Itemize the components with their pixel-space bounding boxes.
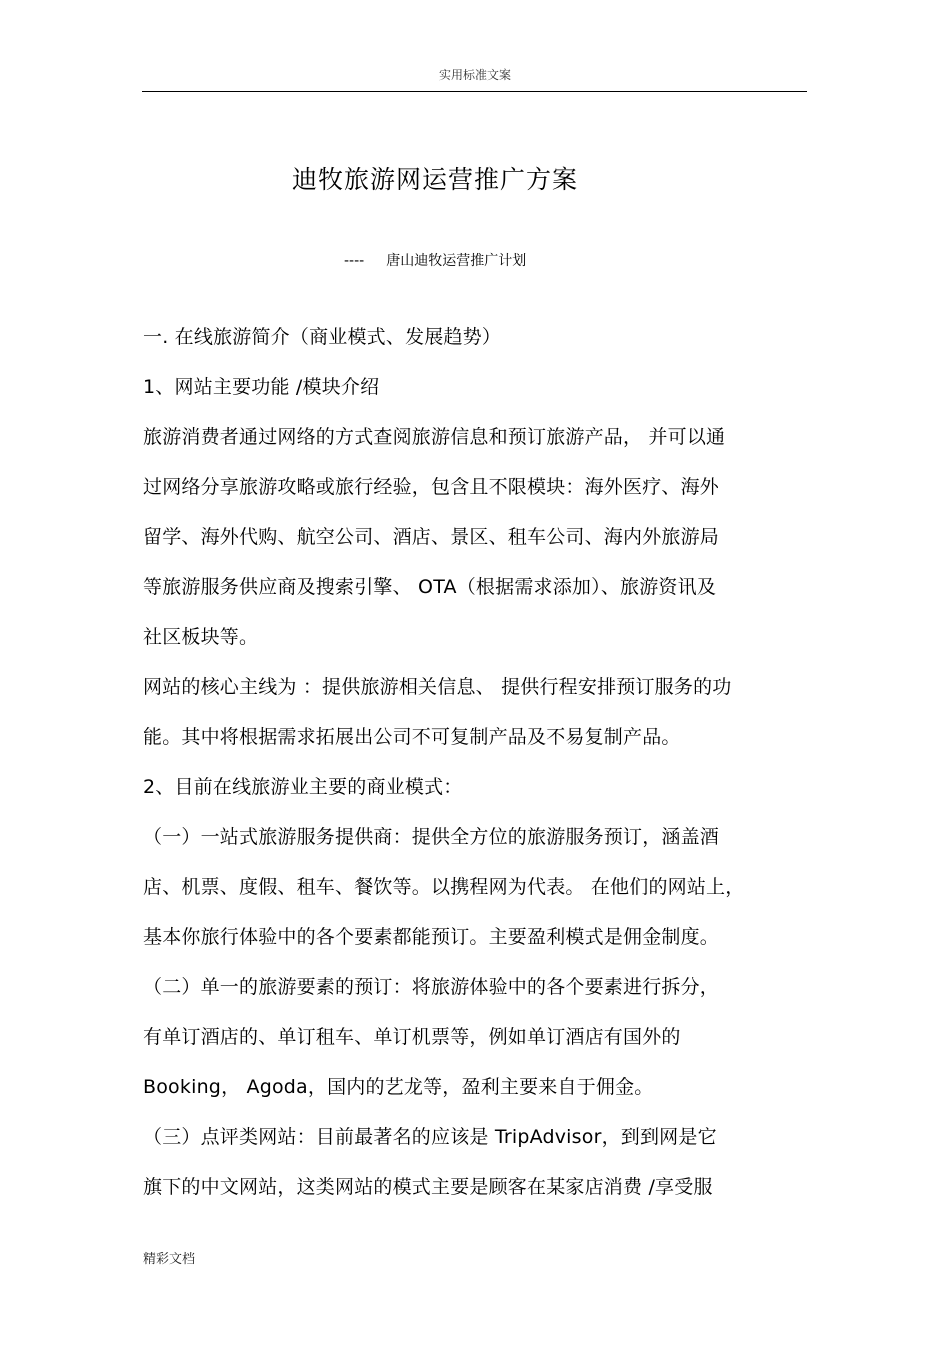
paragraph-line: 过网络分享旅游攻略或旅行经验，包含且不限模块：海外医疗、海外 — [143, 476, 720, 498]
paragraph-line: 有单订酒店的、单订租车、单订机票等，例如单订酒店有国外的 — [143, 1026, 681, 1048]
subsection-heading-1: 1、网站主要功能 /模块介绍 — [143, 376, 380, 398]
document-title: 迪牧旅游网运营推广方案 — [291, 165, 578, 194]
paragraph-line: （二）单一的旅游要素的预订：将旅游体验中的各个要素进行拆分， — [143, 976, 720, 998]
paragraph-line: 社区板块等。 — [143, 626, 259, 648]
subtitle-dash: ---- — [344, 253, 365, 269]
section-heading-1: 一. 在线旅游简介（商业模式、发展趋势） — [143, 326, 502, 348]
paragraph-line: 留学、海外代购、航空公司、酒店、景区、租车公司、海内外旅游局 — [143, 526, 720, 548]
paragraph-line: Booking， Agoda，国内的艺龙等，盈利主要来自于佣金。 — [143, 1076, 654, 1098]
paragraph-line: 网站的核心主线为 ：提供旅游相关信息、 提供行程安排预订服务的功 — [143, 676, 732, 698]
page-footer: 精彩文档 — [143, 1252, 196, 1267]
paragraph-line: （三）点评类网站：目前最著名的应该是 TripAdvisor，到到网是它 — [143, 1126, 717, 1148]
document-subtitle — [344, 250, 526, 270]
paragraph-line: 店、机票、度假、租车、餐饮等。以携程网为代表。 在他们的网站上， — [143, 876, 745, 898]
paragraph-line: 等旅游服务供应商及搜索引擎、 OTA（根据需求添加）、旅游资讯及 — [143, 576, 717, 598]
subsection-heading-2: 2、目前在线旅游业主要的商业模式： — [143, 776, 463, 798]
paragraph-line: 基本你旅行体验中的各个要素都能预订。主要盈利模式是佣金制度。 — [143, 926, 720, 948]
paragraph-line: 旅游消费者通过网络的方式查阅旅游信息和预订旅游产品， 并可以通 — [143, 426, 726, 448]
page-header: 实用标准文案 — [438, 68, 511, 82]
paragraph-line: 旗下的中文网站，这类网站的模式主要是顾客在某家店消费 /享受服 — [143, 1176, 713, 1198]
subtitle-text: 唐山迪牧运营推广计划 — [386, 253, 527, 269]
paragraph-line: 能。其中将根据需求拓展出公司不可复制产品及不易复制产品。 — [143, 726, 681, 748]
header-divider — [142, 91, 807, 92]
paragraph-line: （一）一站式旅游服务提供商：提供全方位的旅游服务预订，涵盖酒 — [143, 826, 720, 848]
